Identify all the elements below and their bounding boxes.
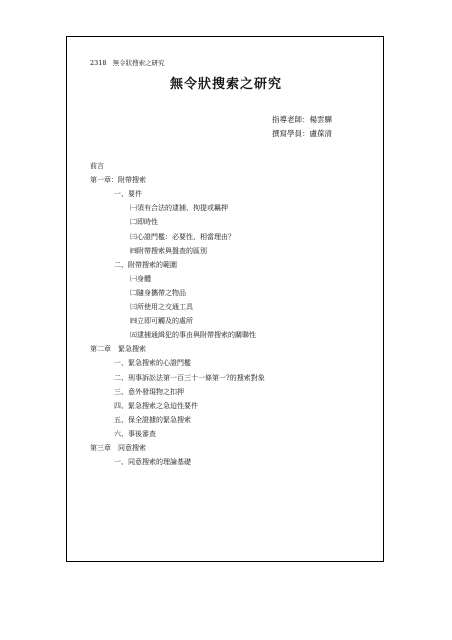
author-line: 撰寫學員：盧葆清 (272, 129, 332, 138)
running-header (90, 58, 165, 67)
toc-item: ㈣立即可觸及的處所 (130, 317, 193, 326)
toc-item: 第一章：附帶搜索 (90, 176, 146, 185)
toc-item: ㈢心證門檻：必要性、相當理由？ (130, 232, 235, 241)
toc-item: ㈡隨身攜帶之物品 (130, 288, 186, 297)
toc-item: 前言 (90, 162, 104, 170)
advisor-line: 指導老師：楊雲驊 (272, 115, 332, 124)
toc-item: ㈡即時性 (130, 218, 158, 227)
page-title: 無令狀搜索之研究 (169, 77, 282, 92)
page-border (66, 36, 384, 562)
toc-item: 六、事後審查 (114, 429, 156, 438)
toc-item: ㈢所使用之交通工具 (130, 303, 193, 311)
byline (272, 113, 332, 141)
toc-item: ㈤逮捕通緝犯的事由與附帶搜索的關聯性 (130, 331, 256, 340)
toc-item: 一、緊急搜索的心證門檻 (114, 359, 191, 368)
toc-item: 第二章 緊急搜索 (90, 345, 146, 354)
toc-item: 二、附帶搜索的範圍 (114, 260, 177, 269)
toc-item: 一、同意搜索的理論基礎 (114, 458, 191, 467)
toc-item: 三、意外發現物之扣押 (114, 387, 184, 396)
toc-item: 四、緊急搜索之急迫性要件 (114, 401, 198, 410)
toc-item: ㈠須有合法的逮捕、拘提或羈押 (130, 204, 228, 213)
toc-item: 二、刑事訴訟法第一百三十一條第一?的搜索對象 (114, 373, 265, 382)
toc-item: 一、要件 (114, 190, 142, 199)
toc-item: ㈣附帶搜索與盤查的區別 (130, 246, 207, 255)
toc-item: ㈠身體 (130, 274, 151, 283)
running-title: 無令狀搜索之研究 (112, 59, 165, 67)
page-number: 2318 (90, 59, 107, 67)
toc-item: 第三章 同意搜索 (90, 444, 146, 452)
toc-item: 五、保全證據的緊急搜索 (114, 415, 191, 424)
